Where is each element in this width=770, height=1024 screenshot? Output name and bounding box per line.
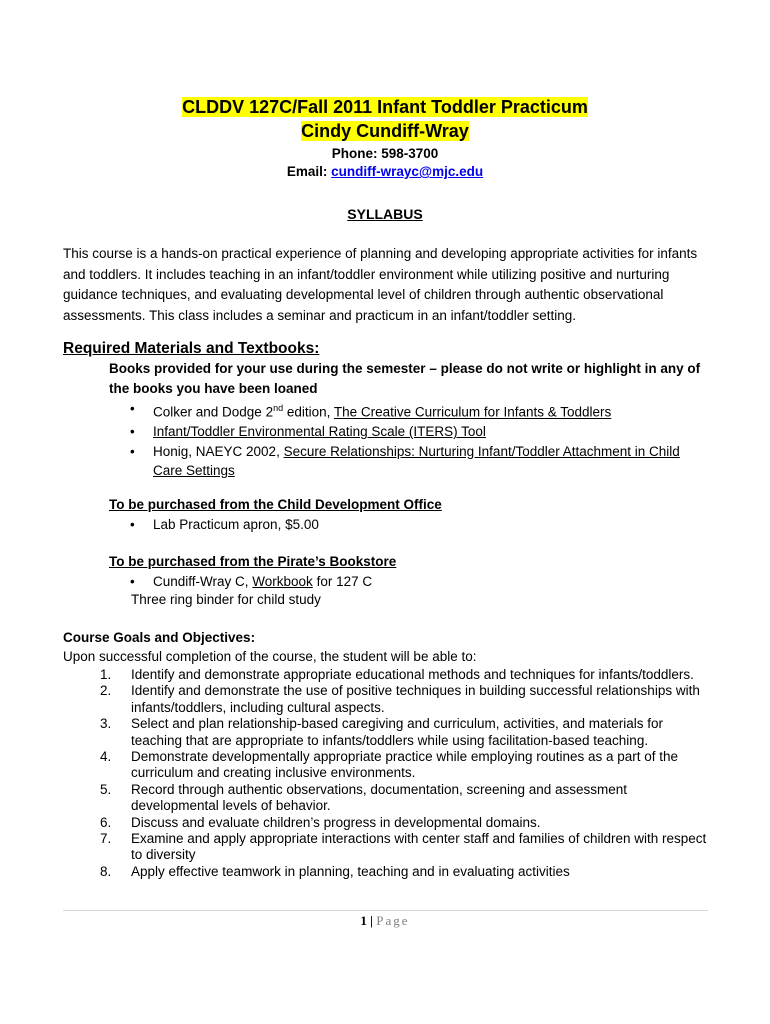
course-title bbox=[0, 96, 770, 118]
email-line bbox=[0, 163, 770, 181]
bullet-icon: • bbox=[130, 517, 135, 532]
footer-separator: | bbox=[370, 913, 374, 928]
email-link[interactable]: cundiff-wrayc@mjc.edu bbox=[331, 164, 484, 179]
bullet-icon: • bbox=[130, 443, 135, 459]
binder-line: Three ring binder for child study bbox=[131, 592, 321, 607]
goals-intro: Upon successful completion of the course, the student will be able to: bbox=[63, 649, 477, 664]
page-word: Page bbox=[376, 913, 410, 928]
book-title: The Creative Curriculum for Infants & Toddlers bbox=[333, 404, 612, 420]
list-item bbox=[130, 422, 710, 442]
provided-books-heading: Books provided for your use during the semester – please do not write or highlight in any of the books you have been loaned bbox=[109, 361, 701, 396]
page-number: 1 bbox=[360, 913, 367, 928]
list-item: 6. Discuss and evaluate children’s progress in developmental domains. bbox=[100, 814, 541, 830]
materials-heading: Required Materials and Textbooks: bbox=[63, 340, 320, 357]
book-title: Infant/Toddler Environmental Rating Scale (ITERS) Tool bbox=[153, 424, 486, 439]
list-item: 4. Demonstrate developmentally appropriate practice while employing routines as a part of the curriculum and creating inclusive environments. bbox=[100, 749, 679, 781]
list-item: • Lab Practicum apron, $5.00 bbox=[130, 515, 710, 535]
bookstore-heading: To be purchased from the Pirate’s Bookstore bbox=[109, 554, 397, 569]
goals-list bbox=[100, 667, 710, 880]
syllabus-heading: SYLLABUS bbox=[347, 206, 423, 222]
cdo-list bbox=[130, 515, 710, 535]
list-item: • Cundiff-Wray C, Workbook for 127 C bbox=[130, 572, 710, 592]
cdo-heading: To be purchased from the Child Development Office bbox=[109, 497, 442, 512]
list-item: • Colker and Dodge 2nd edition, The Creative Curriculum for Infants & Toddlers bbox=[130, 401, 612, 420]
email-label: Email: bbox=[286, 164, 332, 179]
list-item: 5. Record through authentic observations, documentation, screening and assessment developmental levels of behavior. bbox=[100, 781, 628, 814]
instructor-name-text: Cindy Cundiff-Wray bbox=[301, 121, 469, 141]
footer-divider bbox=[63, 910, 708, 911]
course-description: This course is a hands-on practical experience of planning and developing appropriate activities for infants and toddlers. It includes teaching in an infant/toddler environment while utilizing positive and nurturing guidance techniques, and evaluating developmental level of children through authentic observational assessments. This class includes a seminar and practicum in an infant/toddler setting. bbox=[63, 246, 698, 323]
page-footer bbox=[0, 913, 770, 929]
list-item: 8. Apply effective teamwork in planning, teaching and in evaluating activities bbox=[100, 863, 570, 879]
list-item: 3. Select and plan relationship-based caregiving and curriculum, activities, and materials for teaching that are appropriate to infants/toddlers while using facilitation-based teaching. bbox=[100, 716, 664, 748]
bullet-icon: • bbox=[130, 424, 135, 439]
course-title-text: CLDDV 127C/Fall 2011 Infant Toddler Practicum bbox=[182, 97, 588, 117]
provided-books-list bbox=[130, 399, 710, 481]
phone-line: Phone: 598-3700 bbox=[331, 146, 439, 161]
list-item: 7. Examine and apply appropriate interactions with center staff and families of children with respect to diversity bbox=[100, 831, 707, 863]
goals-heading: Course Goals and Objectives: bbox=[63, 630, 256, 645]
workbook-title: Workbook bbox=[252, 574, 313, 589]
instructor-name bbox=[0, 120, 770, 142]
list-item: 1. Identify and demonstrate appropriate educational methods and techniques for infants/toddlers. bbox=[100, 667, 694, 682]
bullet-icon: • bbox=[130, 574, 135, 589]
list-item: 2. Identify and demonstrate the use of positive techniques in building successful relationships with infants/toddlers, including cultural aspects. bbox=[100, 683, 700, 715]
list-item: • Honig, NAEYC 2002, Secure Relationships: Nurturing Infant/Toddler Attachment in Child Care Settings bbox=[130, 443, 680, 478]
bullet-icon: • bbox=[130, 401, 135, 416]
bookstore-list bbox=[130, 572, 710, 592]
book-title: Secure Relationships: Nurturing Infant/Toddler Attachment in Child Care Settings bbox=[153, 443, 680, 478]
